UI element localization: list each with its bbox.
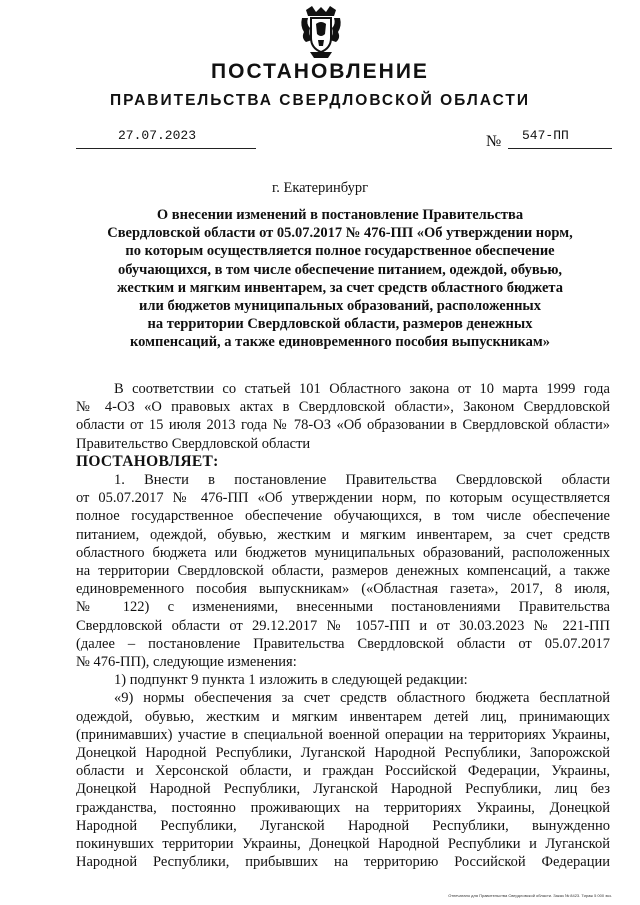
- quote-line: области и Херсонской области, и граждан Российской Федерации, Украины,: [76, 763, 610, 780]
- item1-line: (далее – постановление Правительства Свердловской области от 05.07.2017: [76, 635, 610, 652]
- quote-line: Народной Республики, Луганской Народной Республики, вынужденно: [76, 817, 610, 834]
- item1-line: Свердловской области от 29.12.2017 № 1057-ПП и от 30.03.2023 № 221-ПП: [76, 617, 610, 634]
- number-field: [508, 128, 612, 149]
- quote-line: покинувших территории Украины, Донецкой Народной Республики и Луганской: [76, 836, 610, 853]
- item1-line: единовременного пособия выпускникам» («Областная газета», 2017, 8 июля,: [76, 581, 610, 598]
- quote-line: гражданства, постоянно проживающих на территориях Украины, Донецкой: [76, 799, 610, 816]
- decree-word: ПОСТАНОВЛЯЕТ:: [76, 452, 219, 470]
- quote-line: «9) нормы обеспечения за счет средств областного бюджета бесплатной: [114, 690, 610, 707]
- heading-line: обучающихся, в том числе обеспечение питанием, одеждой, обувью,: [117, 261, 563, 278]
- quote-line: Донецкой Народной Республики, Луганской Народной Республики, лиц без: [76, 781, 610, 798]
- document-date: 27.07.2023: [118, 128, 197, 143]
- intro-line: В соответствии со статьей 101 Областного закона от 10 марта 1999 года: [114, 381, 610, 397]
- intro-line: области от 15 июля 2013 года № 78-ОЗ «Об образовании в Свердловской области»: [76, 417, 610, 434]
- document-subtitle: ПРАВИТЕЛЬСТВА СВЕРДЛОВСКОЙ ОБЛАСТИ: [109, 92, 530, 109]
- heading-line: по которым осуществляется полное государственное обеспечение: [125, 243, 555, 260]
- item1-line: на территории Свердловской области, размеров денежных компенсаций, а также: [76, 563, 610, 580]
- heading-line: Свердловской области от 05.07.2017 № 476-ПП «Об утверждении норм,: [107, 225, 573, 242]
- date-field: [76, 128, 256, 149]
- quote-line: Донецкой Народной Республики, Луганской Народной Республики, Запорожской: [76, 745, 610, 762]
- item1-line: № 476-ПП), следующие изменения:: [76, 654, 297, 671]
- quote-line: Народной Республики, прибывших на территорию Российской Федерации: [76, 854, 610, 871]
- document-body: [76, 380, 610, 871]
- item1-line: питанием, одеждой, обувью, жестким и мягким инвентарем, за счет средств: [76, 526, 610, 543]
- print-imprint: Отпечатано для Правительства Свердловской области. Заказ № 8423. Тираж 5 000 экз.: [448, 893, 612, 898]
- heading-line: жестким и мягким инвентарем, за счет средств областного бюджета: [117, 279, 563, 296]
- item1-line: № 122) с изменениями, внесенными постановлениями Правительства: [76, 599, 610, 616]
- item1-line: полное государственное обеспечение обучающихся, в том числе обеспечение: [76, 508, 610, 525]
- heading-line: или бюджетов муниципальных образований, расположенных: [138, 298, 542, 315]
- document-title: ПОСТАНОВЛЕНИЕ: [211, 60, 429, 83]
- city-line: г. Екатеринбург: [271, 180, 369, 196]
- item1-line: 1. Внести в постановление Правительства Свердловской области: [114, 472, 610, 489]
- subitem-line: 1) подпункт 9 пункта 1 изложить в следующей редакции:: [114, 672, 468, 689]
- item1-line: областного бюджета или бюджетов муниципальных образований, расположенных: [76, 544, 610, 561]
- heading-line: О внесении изменений в постановление Правительства: [156, 207, 524, 223]
- heading-line: на территории Свердловской области, размеров денежных: [147, 316, 533, 333]
- quote-line: одеждой, обувью, жестким и мягким инвентарем детей лиц, принимающих: [76, 708, 610, 725]
- document-number: 547-ПП: [522, 128, 569, 143]
- number-sign: №: [486, 133, 502, 150]
- document-heading: [70, 206, 610, 352]
- heading-line: компенсаций, а также единовременного пособия выпускникам»: [129, 334, 551, 351]
- quote-line: (принимавших) участие в специальной военной операции на территориях Украины,: [76, 726, 610, 743]
- item1-line: от 05.07.2017 № 476-ПП «Об утверждении норм, по которым осуществляется: [76, 490, 610, 507]
- intro-line: Правительство Свердловской области: [76, 435, 311, 452]
- intro-line: № 4-ОЗ «О правовых актах в Свердловской области», Законом Свердловской: [76, 399, 610, 416]
- coat-of-arms-emblem: [298, 4, 344, 60]
